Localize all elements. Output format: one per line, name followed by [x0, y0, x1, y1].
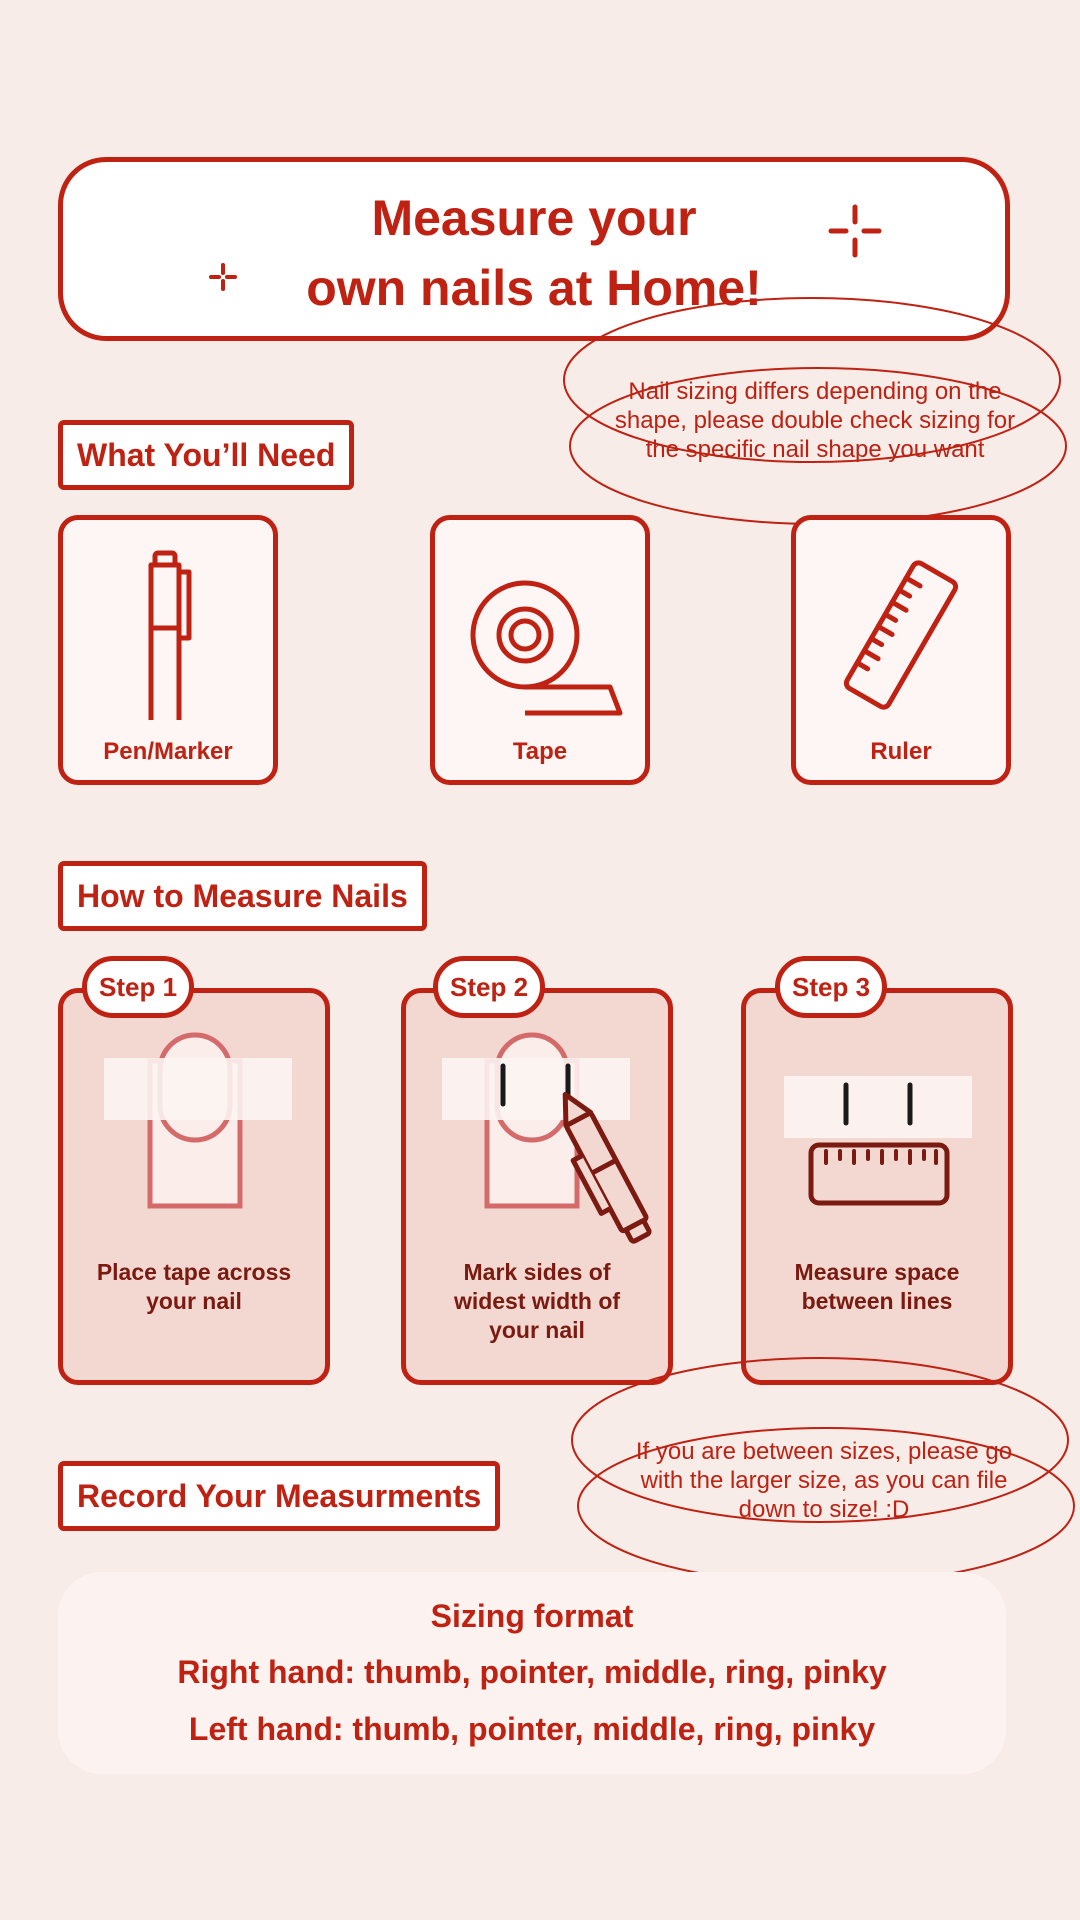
nail-tape-icon — [63, 993, 325, 1253]
section-how-to-measure: How to Measure Nails — [58, 861, 427, 931]
tool-card-tape — [430, 515, 650, 785]
pen-icon — [63, 520, 273, 720]
size-note — [584, 1437, 1064, 1524]
tape-icon — [435, 520, 645, 720]
shape-note — [575, 377, 1055, 464]
tool-label: Pen/Marker — [103, 738, 233, 765]
step-card-2 — [401, 988, 673, 1385]
sizing-left-hand: Left hand: thumb, pointer, middle, ring, pinky — [188, 1711, 876, 1747]
step-pill-2: Step 2 — [433, 956, 545, 1018]
shape-note-line: shape, please double check sizing for — [614, 407, 1016, 434]
title-line-1: Measure your — [371, 190, 697, 246]
size-note-line: with the larger size, as you can file — [640, 1467, 1008, 1494]
step-text-line: Place tape across — [96, 1259, 292, 1285]
tool-label: Ruler — [870, 738, 932, 765]
tool-card-ruler — [791, 515, 1011, 785]
sparkle-icon — [828, 204, 882, 258]
step-text-line: your nail — [489, 1317, 585, 1343]
ruler-measure-icon — [746, 993, 1008, 1253]
step-text-line: your nail — [146, 1288, 242, 1314]
nail-mark-icon — [406, 993, 668, 1293]
section-what-you-need: What You’ll Need — [58, 420, 354, 490]
step-text — [756, 1258, 998, 1316]
step-card-3 — [741, 988, 1013, 1385]
step-text — [73, 1258, 315, 1316]
step-text-line: Mark sides of — [463, 1259, 611, 1285]
shape-note-line: the specific nail shape you want — [645, 436, 985, 463]
sizing-heading: Sizing format — [430, 1598, 634, 1634]
step-pill-3: Step 3 — [775, 956, 887, 1018]
sizing-right-hand: Right hand: thumb, pointer, middle, ring, pinky — [177, 1654, 887, 1690]
title-line-2: own nails at Home! — [306, 260, 762, 316]
shape-note-line: Nail sizing differs depending on the — [628, 378, 1002, 405]
step-text-line: widest width of — [453, 1288, 621, 1314]
sparkle-icon — [208, 262, 238, 292]
size-note-line: If you are between sizes, please go — [635, 1438, 1013, 1465]
step-card-1 — [58, 988, 330, 1385]
step-text-line: Measure space — [794, 1259, 960, 1285]
tool-label: Tape — [512, 738, 568, 765]
step-pill-1: Step 1 — [82, 956, 194, 1018]
sizing-format-box — [58, 1572, 1006, 1774]
size-note-line: down to size! :D — [738, 1496, 910, 1523]
tool-card-pen — [58, 515, 278, 785]
step-text-line: between lines — [801, 1288, 953, 1314]
ruler-icon — [796, 520, 1006, 720]
step-text — [416, 1258, 658, 1345]
section-record-measurements: Record Your Measurments — [58, 1461, 500, 1531]
